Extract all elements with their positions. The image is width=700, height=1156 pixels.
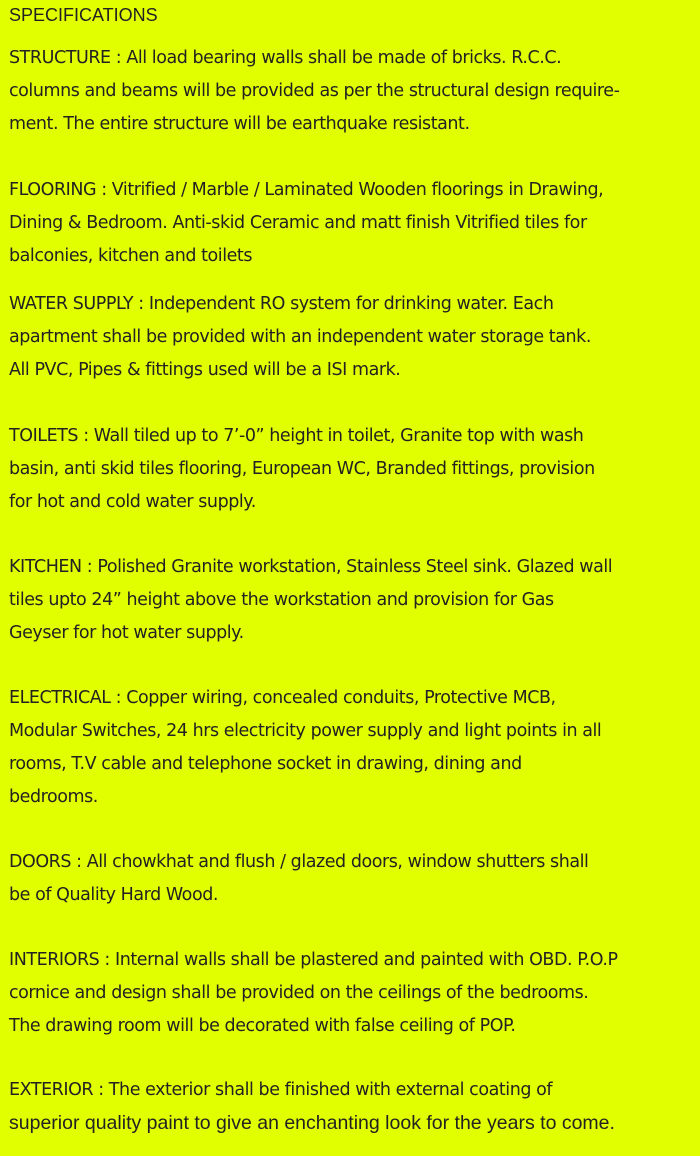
- text-line: DOORS : All chowkhat and flush / glazed doors, window shutters shall: [9, 852, 589, 872]
- kitchen-section: [9, 551, 693, 650]
- flooring-section: [9, 174, 693, 273]
- text-line: basin, anti skid tiles flooring, European WC, Branded fittings, provision: [9, 459, 595, 479]
- text-line: INTERIORS : Internal walls shall be plastered and painted with OBD. P.O.P: [9, 950, 618, 970]
- text-line: Geyser for hot water supply.: [9, 623, 244, 643]
- exterior-section: [9, 1074, 693, 1140]
- text-line: bedrooms.: [9, 787, 98, 807]
- text-line: All PVC, Pipes & fittings used will be a ISI mark.: [9, 360, 401, 380]
- interiors-section: [9, 944, 693, 1043]
- text-line: The drawing room will be decorated with false ceiling of POP.: [9, 1016, 516, 1036]
- text-line: ELECTRICAL : Copper wiring, concealed conduits, Protective MCB,: [9, 688, 556, 708]
- text-line: TOILETS : Wall tiled up to 7’-0” height in toilet, Granite top with wash: [9, 426, 584, 446]
- text-line: KITCHEN : Polished Granite workstation, Stainless Steel sink. Glazed wall: [9, 557, 613, 577]
- text-line: superior quality paint to give an enchanting look for the years to come.: [9, 1112, 615, 1134]
- text-line: for hot and cold water supply.: [9, 492, 256, 512]
- text-line: EXTERIOR : The exterior shall be finished with external coating of: [9, 1080, 553, 1100]
- text-line: STRUCTURE : All load bearing walls shall be made of bricks. R.C.C.: [9, 48, 562, 68]
- structure-section: [9, 42, 693, 141]
- text-line: rooms, T.V cable and telephone socket in drawing, dining and: [9, 754, 522, 774]
- text-line: balconies, kitchen and toilets: [9, 246, 253, 266]
- water-supply-section: [9, 288, 693, 387]
- text-line: Dining & Bedroom. Anti-skid Ceramic and matt finish Vitrified tiles for: [9, 213, 587, 233]
- page-heading: SPECIFICATIONS: [9, 5, 158, 25]
- text-line: FLOORING : Vitrified / Marble / Laminated Wooden floorings in Drawing,: [9, 180, 604, 200]
- text-line: WATER SUPPLY : Independent RO system for drinking water. Each: [9, 294, 554, 314]
- text-line: Modular Switches, 24 hrs electricity power supply and light points in all: [9, 721, 602, 741]
- text-line: apartment shall be provided with an independent water storage tank.: [9, 327, 591, 347]
- text-line: columns and beams will be provided as per the structural design require-: [9, 81, 620, 101]
- toilets-section: [9, 420, 693, 519]
- doors-section: [9, 846, 693, 912]
- text-line: tiles upto 24” height above the workstation and provision for Gas: [9, 590, 554, 610]
- text-line: be of Quality Hard Wood.: [9, 885, 218, 905]
- electrical-section: [9, 682, 693, 814]
- text-line: ment. The entire structure will be earthquake resistant.: [9, 114, 470, 134]
- text-line: cornice and design shall be provided on the ceilings of the bedrooms.: [9, 983, 589, 1003]
